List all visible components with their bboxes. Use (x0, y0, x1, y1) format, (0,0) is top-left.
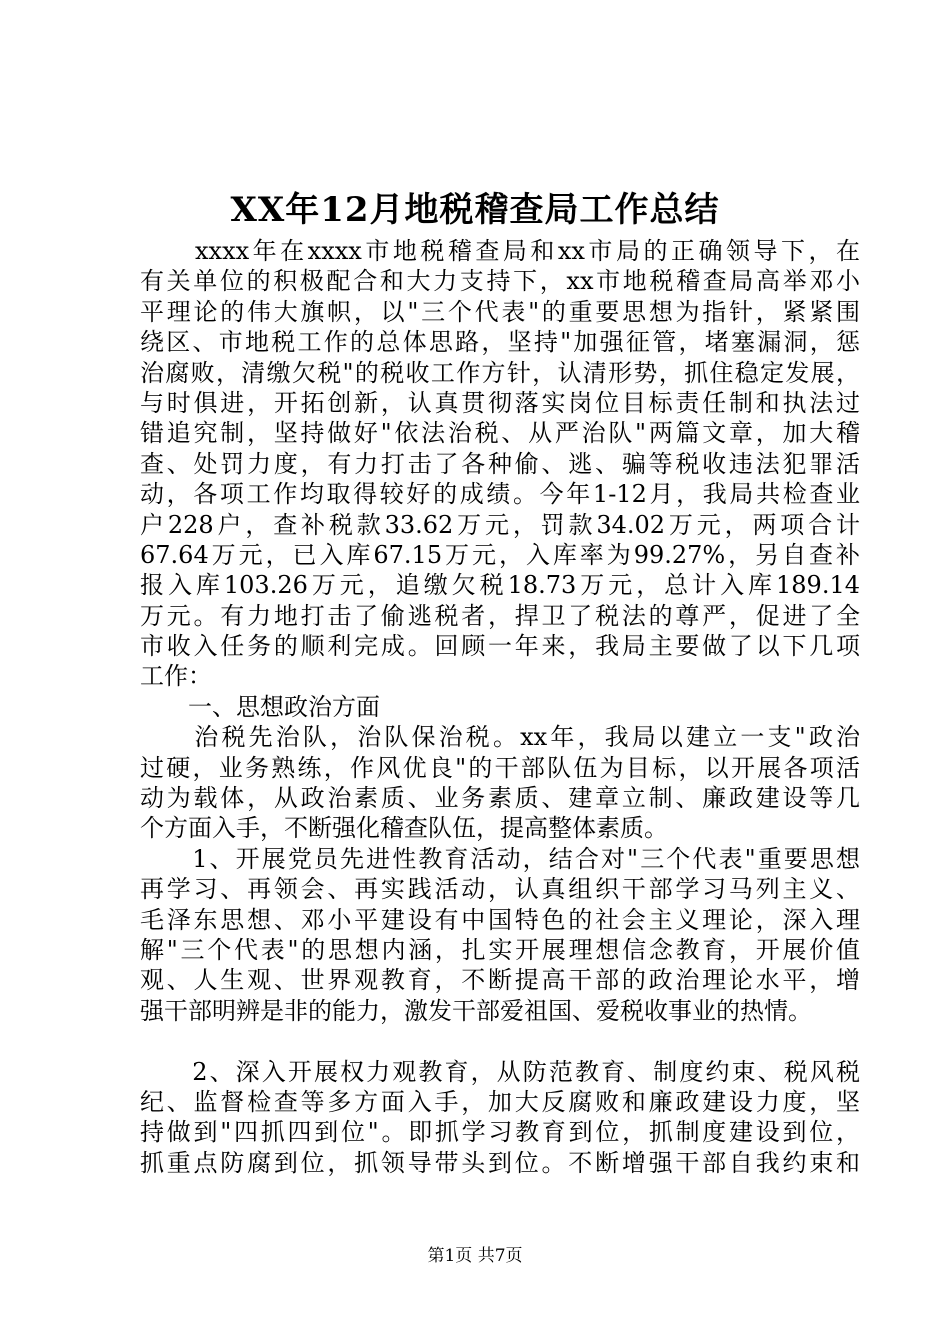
text-line: 治腐败，清缴欠税"的税收工作方针，认清形势，抓住稳定发展， (140, 358, 860, 387)
text-line: 2、深入开展权力观教育，从防范教育、制度约束、税风税 (140, 1057, 860, 1086)
text-line: 过硬，业务熟练，作风优良"的干部队伍为目标，以开展各项活 (140, 753, 860, 782)
text-line: 平理论的伟大旗帜，以"三个代表"的重要思想为指针，紧紧围 (140, 297, 860, 326)
text-line: 户228户，查补税款33.62万元，罚款34.02万元，两项合计 (140, 510, 860, 539)
document-title: XX年12月地税稽查局工作总结 (230, 190, 720, 230)
blank-line (140, 1026, 860, 1056)
text-line: 抓重点防腐到位，抓领导带头到位。不断增强干部自我约束和 (140, 1148, 860, 1177)
text-line: 67.64万元，已入库67.15万元，入库率为99.27%，另自查补 (140, 540, 860, 569)
text-line: 毛泽东思想、邓小平建设有中国特色的社会主义理论，深入理 (140, 905, 860, 934)
text-line: 治税先治队，治队保治税。xx年，我局以建立一支"政治 (140, 723, 860, 752)
text-line: 错追究制，坚持做好"依法治税、从严治队"两篇文章，加大稽 (140, 419, 860, 448)
text-line: 动为载体，从政治素质、业务素质、建章立制、廉政建设等几 (140, 784, 860, 813)
text-line: 市收入任务的顺利完成。回顾一年来，我局主要做了以下几项 (140, 632, 860, 661)
text-line: 个方面入手，不断强化稽查队伍，提高整体素质。 (140, 814, 668, 843)
text-line: 与时俱进，开拓创新，认真贯彻落实岗位目标责任制和执法过 (140, 388, 860, 417)
text-line: xxxx年在xxxx市地税稽查局和xx市局的正确领导下，在 (140, 237, 860, 265)
text-line: 纪、监督检查等多方面入手，加大反腐败和廉政建设力度，坚 (140, 1087, 860, 1116)
text-line: 一、思想政治方面 (140, 692, 380, 721)
text-line: 工作： (140, 662, 212, 691)
text-line: 强干部明辨是非的能力，激发干部爱祖国、爱税收事业的热情。 (140, 996, 812, 1025)
page-footer: 第1页 共7页 (427, 1246, 523, 1266)
text-line: 再学习、再领会、再实践活动，认真组织干部学习马列主义、 (140, 875, 860, 904)
text-line: 绕区、市地税工作的总体思路，坚持"加强征管，堵塞漏洞，惩 (140, 328, 860, 357)
text-line: 有关单位的积极配合和大力支持下，xx市地税稽查局高举邓小 (140, 267, 860, 296)
text-line: 持做到"四抓四到位"。即抓学习教育到位，抓制度建设到位， (140, 1118, 860, 1147)
text-line: 1、开展党员先进性教育活动，结合对"三个代表"重要思想 (140, 844, 860, 873)
text-line: 解"三个代表"的思想内涵，扎实开展理想信念教育，开展价值 (140, 935, 860, 964)
document-body (140, 236, 860, 1178)
text-line: 查、处罚力度，有力打击了各种偷、逃、骗等税收违法犯罪活 (140, 449, 860, 478)
text-line: 观、人生观、世界观教育，不断提高干部的政治理论水平，增 (140, 966, 860, 995)
text-line: 报入库103.26万元，追缴欠税18.73万元，总计入库189.14 (140, 571, 860, 600)
text-line: 动，各项工作均取得较好的成绩。今年1-12月，我局共检查业 (140, 480, 860, 509)
text-line: 万元。有力地打击了偷逃税者，捍卫了税法的尊严，促进了全 (140, 601, 860, 630)
